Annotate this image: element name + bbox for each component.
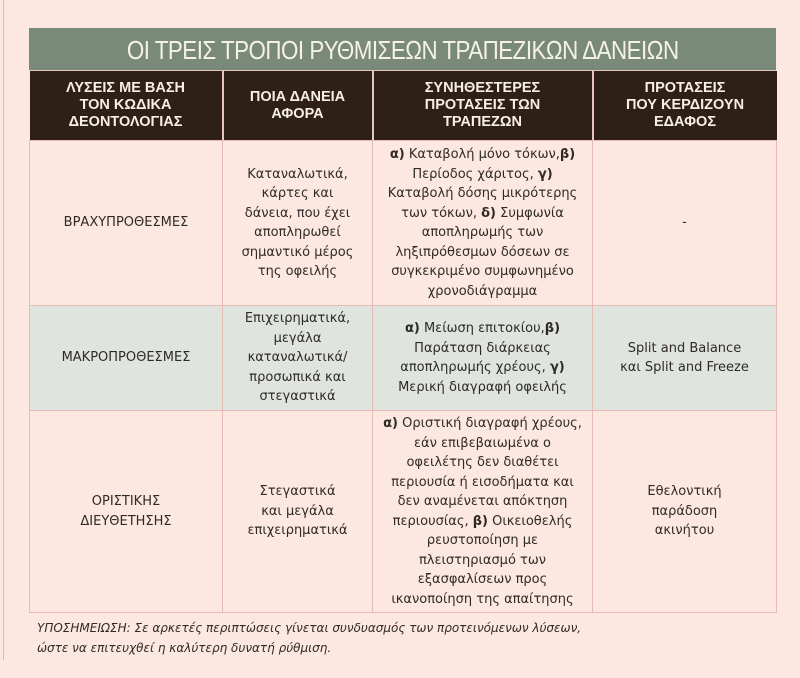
loan-settlement-table-container	[29, 28, 776, 613]
cell-line: ΠΡΟΤΑΣΕΙΣ ΤΩΝ	[424, 97, 541, 113]
cell-line: ΛΥΣΕΙΣ ΜΕ ΒΑΣΗ	[65, 80, 186, 96]
cell-line: Split and Balance	[627, 340, 742, 356]
proposal-text: Καταβολή δόσης μικρότερης των τόκων,	[387, 186, 578, 221]
proposal-label: β)	[544, 321, 561, 336]
cell-line: επιχειρηματικά	[247, 523, 348, 539]
cell-line: ΠΟΙΑ ΔΑΝΕΙΑ	[249, 88, 346, 105]
footnote-text-1: Σε αρκετές περιπτώσεις γίνεται συνδυασμός των προτεινόμενων λύσεων,	[130, 621, 582, 635]
header-solutions	[30, 71, 223, 141]
cell-line: Στεγαστικά	[259, 484, 336, 500]
cell-line: Επιχειρηματικά,	[244, 311, 351, 327]
proposal-text: Παράταση διάρκειας αποπληρωμής χρέους,	[400, 340, 551, 375]
header-gaining-proposals	[593, 71, 777, 141]
table-row	[30, 141, 777, 306]
cell-gaining	[593, 306, 777, 411]
cell-line: ΠΡΟΤΑΣΕΙΣ	[644, 80, 726, 96]
table-row	[30, 306, 777, 411]
cell-proposals	[373, 411, 593, 613]
proposal-text: Συμφωνία αποπληρωμής των ληξιπρόθεσμων δόσεων σε συγκεκριμένο συμφωνημένο χρονοδιάγραμμα	[391, 205, 574, 299]
cell-loans	[223, 411, 373, 613]
cell-line: ΔΙΕΥΘΕΤΗΣΗΣ	[80, 513, 172, 529]
footnote-label: ΥΠΟΣΗΜΕΙΩΣΗ:	[37, 621, 131, 635]
table-title-text: ΟΙ ΤΡΕΙΣ ΤΡΟΠΟΙ ΡΥΘΜΙΣΕΩΝ ΤΡΑΠΕΖΙΚΩΝ ΔΑΝΕΙΩΝ	[126, 35, 679, 65]
cell-line: ΔΕΟΝΤΟΛΟΓΙΑΣ	[68, 114, 183, 130]
header-loans	[223, 71, 373, 141]
cell-line: σημαντικό μέρος	[241, 244, 354, 260]
cell-line: δάνεια, που έχει	[244, 205, 351, 221]
cell-line: ΑΦΟΡΑ	[271, 105, 324, 122]
proposal-text: Περίοδος χάριτος,	[412, 166, 538, 182]
table-title	[29, 28, 776, 71]
cell-line: μεγάλα	[273, 330, 322, 346]
proposal-text: Οικειοθελής ρευστοποίηση με πλειστηριασμό των εξασφαλίσεων προς ικανοποίηση της απαίτησης	[391, 513, 574, 607]
cell-solution	[30, 306, 223, 411]
cell-line: ΟΡΙΣΤΙΚΗΣ	[91, 494, 161, 509]
proposal-text: Μείωση επιτοκίου,	[419, 321, 545, 336]
proposal-label: γ)	[549, 360, 565, 375]
header-bank-proposals	[373, 71, 593, 141]
cell-line: ΒΡΑΧΥΠΡΟΘΕΣΜΕΣ	[63, 215, 189, 231]
cell-loans	[223, 141, 373, 306]
cell-loans	[223, 306, 373, 411]
cell-line: ακινήτου	[654, 523, 715, 539]
cell-line: Εθελοντική	[647, 484, 722, 500]
cell-solution	[30, 411, 223, 613]
cell-line: -	[682, 215, 687, 231]
footnote	[37, 618, 777, 658]
proposal-label: α)	[404, 321, 420, 336]
cell-gaining	[593, 411, 777, 613]
footnote-line-2: ώστε να επιτευχθεί η καλύτερη δυνατή ρύθμιση.	[37, 641, 332, 655]
header-row	[30, 71, 777, 141]
cell-line: και μεγάλα	[261, 503, 334, 519]
cell-line: προσωπικά και	[249, 369, 346, 385]
cell-line: ΤΟΝ ΚΩΔΙΚΑ	[79, 97, 172, 113]
cell-line: της οφειλής	[257, 264, 338, 279]
loan-settlement-table	[29, 71, 777, 613]
cell-line: παράδοση	[651, 503, 718, 519]
cell-line: κάρτες και	[261, 186, 334, 201]
cell-line: Καταναλωτικά,	[247, 166, 348, 182]
cell-proposals	[373, 306, 593, 411]
cell-line: ΠΟΥ ΚΕΡΔΙΖΟΥΝ	[625, 97, 745, 113]
cell-gaining	[593, 141, 777, 306]
cell-line: καταναλωτικά/	[247, 350, 348, 366]
proposal-label: α)	[389, 147, 405, 162]
cell-line: στεγαστικά	[259, 389, 336, 405]
cell-line: ΕΔΑΦΟΣ	[653, 114, 717, 130]
table-row	[30, 411, 777, 613]
proposal-label: γ)	[537, 166, 553, 182]
cell-line: ΜΑΚΡΟΠΡΟΘΕΣΜΕΣ	[61, 350, 191, 366]
cell-line: και Split and Freeze	[620, 360, 749, 375]
page-edge-divider	[3, 0, 4, 660]
proposal-label: β)	[559, 147, 576, 162]
cell-proposals	[373, 141, 593, 306]
proposal-text: Οριστική διαγραφή χρέους, εάν επιβεβαιωμένα ο οφειλέτης δεν διαθέτει περιουσία ή εισοδήματα και δεν αναμένεται απόκτηση περιουσίας,	[391, 416, 582, 529]
footnote-line-1	[37, 618, 777, 638]
proposal-label: δ)	[481, 205, 496, 221]
cell-solution	[30, 141, 223, 306]
cell-line: ΤΡΑΠΕΖΩΝ	[442, 114, 523, 130]
proposal-text: Μερική διαγραφή οφειλής	[398, 379, 567, 395]
proposal-label: β)	[472, 513, 488, 529]
proposal-label: α)	[383, 416, 398, 431]
proposal-text: Καταβολή μόνο τόκων,	[404, 147, 560, 162]
cell-line: αποπληρωθεί	[254, 225, 341, 240]
cell-line: ΣΥΝΗΘΕΣΤΕΡΕΣ	[424, 80, 541, 96]
